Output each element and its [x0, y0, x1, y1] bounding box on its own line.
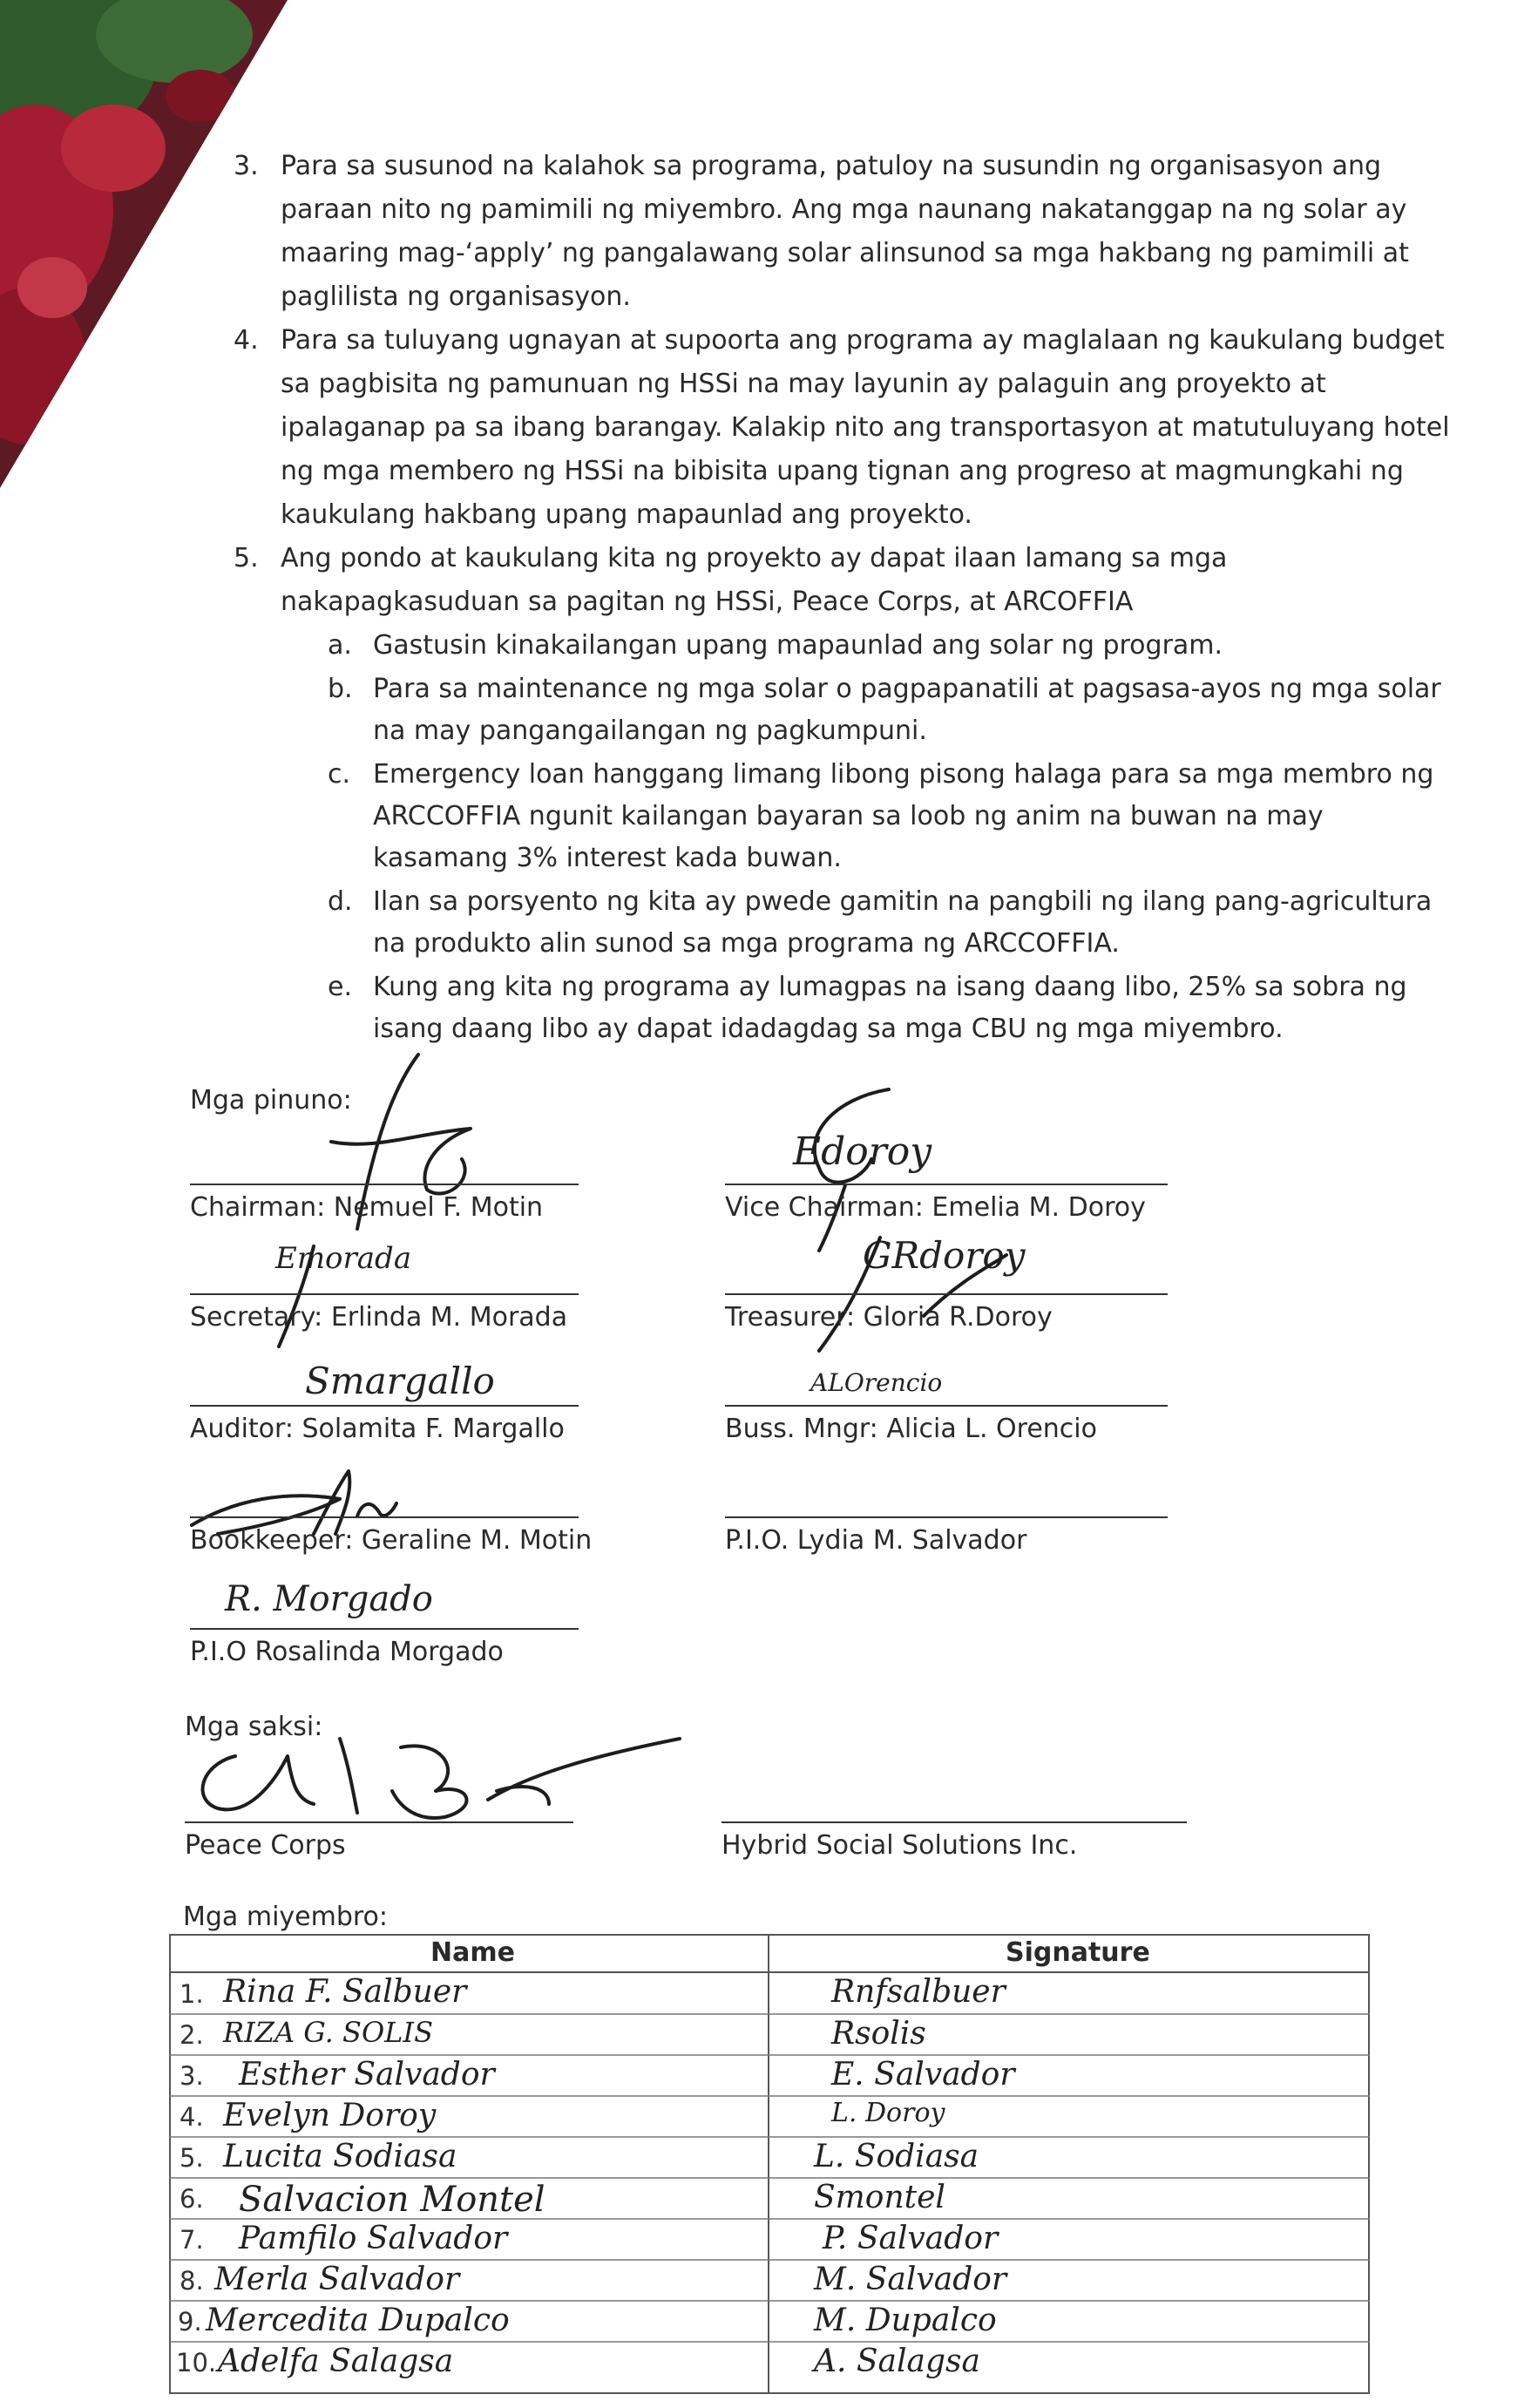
subitem-letter: c.: [328, 759, 351, 790]
subitem-line: na may pangangailangan ng pagkumpuni.: [373, 716, 927, 746]
item-line: Para sa susunod na kalahok sa programa, patuloy na susundin ng organisasyon ang: [281, 151, 1382, 181]
background-photo-corner: [0, 0, 288, 558]
officers-heading: Mga pinuno:: [190, 1085, 352, 1116]
member-signature: Rnfsalbuer: [831, 1974, 1006, 2010]
secretary-name: Secretary: Erlinda M. Morada: [190, 1302, 568, 1333]
vice-chairman-signature: Edoroy: [793, 1129, 932, 1174]
signature-line: [190, 1293, 579, 1295]
member-name: Salvacion Montel: [239, 2180, 545, 2220]
vice-chairman-name: Vice Chairman: Emelia M. Doroy: [725, 1192, 1146, 1223]
bookkeeper-name: Bookkeeper: Geraline M. Motin: [190, 1525, 593, 1556]
pio-rosalinda-signature: R. Morgado: [225, 1579, 433, 1619]
member-name: Merla Salvador: [214, 2262, 460, 2297]
item-line: paraan nito ng pamimili ng miyembro. Ang mga naunang nakatanggap na ng solar ay: [281, 194, 1407, 225]
secretary-signature: Emorada: [275, 1241, 412, 1276]
member-name: Adelfa Salagsa: [218, 2344, 454, 2379]
item-line: ipalaganap pa sa ibang barangay. Kalakip nito ang transportasyon at matutuluyang hotel: [281, 412, 1450, 443]
row-number: 1.: [180, 1979, 204, 2009]
members-table: [169, 1934, 1370, 2394]
item-line: kaukulang hakbang upang mapaunlad ang proyekto.: [281, 499, 972, 530]
members-heading: Mga miyembro:: [183, 1902, 389, 1932]
item-line: Ang pondo at kaukulang kita ng proyekto ay dapat ilaan lamang sa mga: [281, 543, 1228, 573]
subitem-line: isang daang libo ay dapat idadagdag sa mga CBU ng mga miyembro.: [373, 1014, 1284, 1044]
member-signature: A. Salagsa: [814, 2344, 980, 2379]
item-line: maaring mag-‘apply’ ng pangalawang solar alinsunod sa mga hakbang ng pamimili at: [281, 238, 1409, 268]
peace-corps-signature: [183, 1721, 688, 1830]
signature-line: [725, 1516, 1168, 1518]
subitem-letter: d.: [328, 886, 353, 917]
member-name: RIZA G. SOLIS: [223, 2016, 433, 2049]
member-signature: E. Salvador: [831, 2057, 1015, 2093]
member-signature: L. Doroy: [831, 2098, 945, 2128]
member-signature: L. Sodiasa: [814, 2139, 979, 2174]
auditor-signature: Smargallo: [305, 1360, 495, 1402]
subitem-line: Ilan sa porsyento ng kita ay pwede gamitin na pangbili ng ilang pang-agricultura: [373, 886, 1433, 917]
member-name: Mercedita Dupalco: [206, 2303, 510, 2338]
signature-line: [725, 1293, 1168, 1295]
item-line: sa pagbisita ng pamunuan ng HSSi na may layunin ay palaguin ang proyekto at: [281, 369, 1326, 399]
signature-column-header: Signature: [1006, 1937, 1150, 1968]
item-number: 3.: [234, 151, 259, 181]
signature-line: [190, 1516, 579, 1518]
member-name: Evelyn Doroy: [223, 2098, 437, 2133]
member-signature: Rsolis: [831, 2016, 926, 2052]
subitem-letter: b.: [328, 674, 353, 704]
signature-line: [190, 1628, 579, 1630]
buss-mngr-name: Buss. Mngr: Alicia L. Orencio: [725, 1414, 1097, 1444]
signature-line: [725, 1405, 1168, 1407]
member-signature: Smontel: [814, 2180, 945, 2215]
member-signature: P. Salvador: [823, 2221, 999, 2256]
subitem-line: kasamang 3% interest kada buwan.: [373, 843, 842, 873]
item-line: ng mga membero ng HSSi na bibisita upang tignan ang progreso at magmungkahi ng: [281, 456, 1404, 486]
row-number: 8.: [180, 2266, 204, 2296]
signature-line: [185, 1821, 573, 1823]
row-number: 4.: [180, 2102, 204, 2132]
subitem-letter: a.: [328, 630, 352, 661]
auditor-name: Auditor: Solamita F. Margallo: [190, 1414, 565, 1444]
signature-line: [190, 1184, 579, 1185]
item-number: 4.: [234, 325, 259, 356]
row-number: 2.: [180, 2020, 204, 2050]
name-column-header: Name: [430, 1937, 515, 1968]
member-name: Lucita Sodiasa: [223, 2139, 457, 2174]
treasurer-signature: GRdoroy: [863, 1234, 1026, 1277]
row-number: 7.: [180, 2225, 204, 2255]
subitem-letter: e.: [328, 972, 352, 1002]
subitem-line: Para sa maintenance ng mga solar o pagpapanatili at pagsasa-ayos ng mga solar: [373, 674, 1441, 704]
peace-corps-label: Peace Corps: [185, 1830, 346, 1861]
subitem-line: na produkto alin sunod sa mga programa ng ARCCOFFIA.: [373, 928, 1120, 959]
member-name: Esther Salvador: [239, 2057, 495, 2093]
row-number: 9.: [178, 2307, 202, 2337]
subitem-line: ARCCOFFIA ngunit kailangan bayaran sa loob ng anim na buwan na may: [373, 801, 1324, 831]
row-number: 5.: [180, 2143, 204, 2173]
subitem-line: Kung ang kita ng programa ay lumagpas na isang daang libo, 25% sa sobra ng: [373, 972, 1407, 1002]
member-signature: M. Dupalco: [814, 2303, 997, 2338]
buss-mngr-signature: ALOrencio: [810, 1368, 943, 1397]
witnesses-heading: Mga saksi:: [185, 1712, 323, 1742]
member-name: Rina F. Salbuer: [223, 1974, 467, 2010]
treasurer-name: Treasurer: Gloria R.Doroy: [725, 1302, 1053, 1333]
signature-line: [721, 1821, 1187, 1823]
row-number: 3.: [180, 2061, 204, 2091]
signature-line: [725, 1184, 1168, 1185]
row-number: 6.: [180, 2184, 204, 2214]
chairman-name: Chairman: Nemuel F. Motin: [190, 1192, 544, 1223]
signature-line: [190, 1405, 579, 1407]
member-signature: M. Salvador: [814, 2262, 1007, 2297]
hybrid-label: Hybrid Social Solutions Inc.: [721, 1830, 1078, 1861]
item-line: Para sa tuluyang ugnayan at supoorta ang programa ay maglalaan ng kaukulang budget: [281, 325, 1445, 356]
subitem-line: Gastusin kinakailangan upang mapaunlad ang solar ng program.: [373, 630, 1223, 661]
item-line: paglilista ng organisasyon.: [281, 281, 631, 312]
subitem-line: Emergency loan hanggang limang libong pisong halaga para sa mga membro ng: [373, 759, 1434, 790]
item-line: nakapagkasuduan sa pagitan ng HSSi, Peace Corps, at ARCOFFIA: [281, 587, 1134, 617]
member-name: Pamfilo Salvador: [239, 2221, 508, 2256]
pio-rosalinda-name: P.I.O Rosalinda Morgado: [190, 1637, 504, 1667]
row-number: 10.: [176, 2348, 217, 2377]
item-number: 5.: [234, 543, 259, 573]
pio-lydia-name: P.I.O. Lydia M. Salvador: [725, 1525, 1027, 1556]
